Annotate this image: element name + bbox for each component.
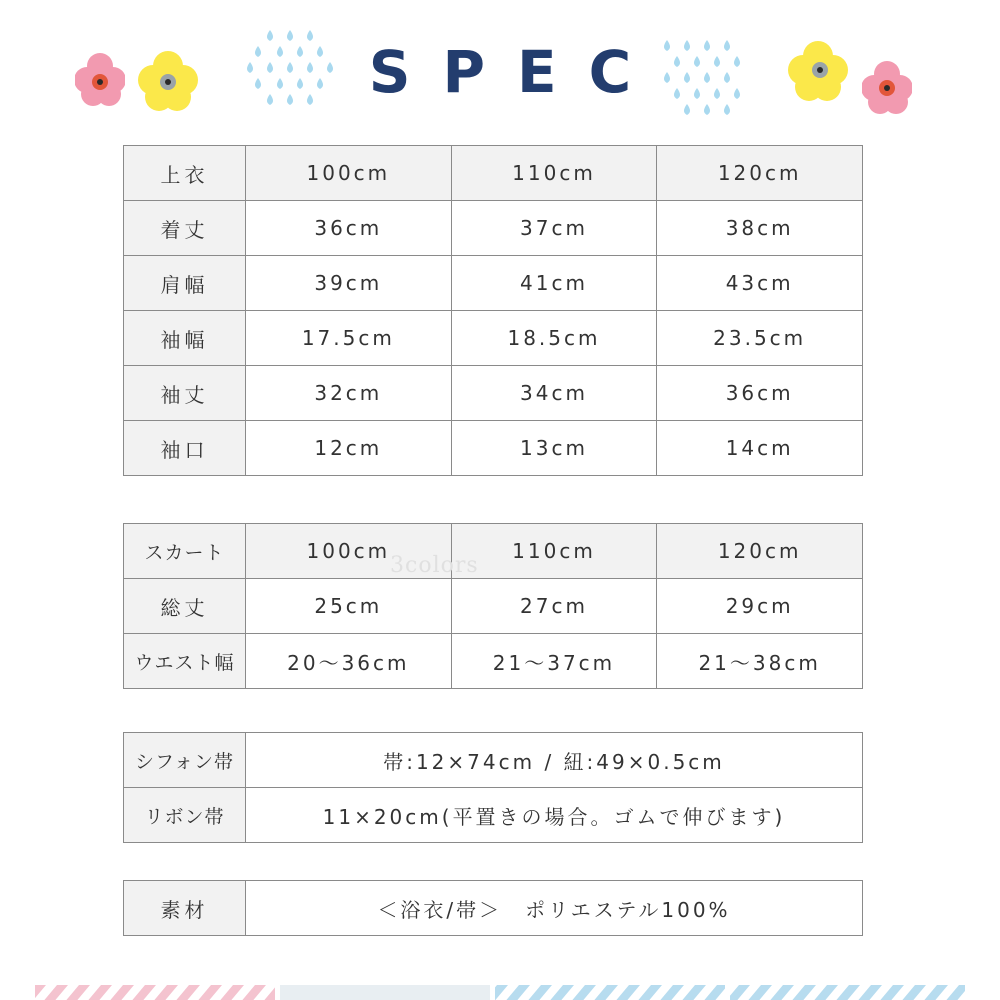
raindrop-icon <box>664 40 670 51</box>
value-cell: 12cm <box>246 421 452 476</box>
raindrop-icon <box>714 88 720 99</box>
size-header-cell: 110cm <box>451 524 657 579</box>
value-cell: 23.5cm <box>657 311 863 366</box>
value-cell: 37cm <box>451 201 657 256</box>
raindrop-icon <box>684 72 690 83</box>
row-label-cell: 総丈 <box>124 579 246 634</box>
value-cell: 帯:12×74cm / 紐:49×0.5cm <box>246 733 863 788</box>
table-header-row <box>124 524 863 579</box>
value-cell: 43cm <box>657 256 863 311</box>
raindrop-icon <box>724 40 730 51</box>
flower-yellow-right-icon <box>788 40 848 104</box>
raindrop-icon <box>734 56 740 67</box>
value-cell: 34cm <box>451 366 657 421</box>
value-cell: 32cm <box>246 366 452 421</box>
bottom-striped-strip <box>35 985 965 1000</box>
value-cell: 21～37cm <box>451 634 657 689</box>
table-row <box>124 201 863 256</box>
table-label-cell: スカート <box>124 524 246 579</box>
skirt-size-table <box>123 523 863 689</box>
raindrop-icon <box>674 56 680 67</box>
value-cell: 29cm <box>657 579 863 634</box>
table-row <box>124 634 863 689</box>
value-cell: 25cm <box>246 579 452 634</box>
value-cell: 27cm <box>451 579 657 634</box>
raindrops-right-icon <box>655 38 750 118</box>
value-cell: ＜浴衣/帯＞ ポリエステル100% <box>246 881 863 936</box>
row-label-cell: 素材 <box>124 881 246 936</box>
raindrop-icon <box>704 72 710 83</box>
table-label-cell: 上衣 <box>124 146 246 201</box>
table-row <box>124 733 863 788</box>
value-cell: 20～36cm <box>246 634 452 689</box>
value-cell: 39cm <box>246 256 452 311</box>
raindrop-icon <box>674 88 680 99</box>
value-cell: 21～38cm <box>657 634 863 689</box>
table-row <box>124 256 863 311</box>
belt-size-table <box>123 732 863 843</box>
watermark-text: 3colors <box>390 553 479 578</box>
size-header-cell: 100cm <box>246 146 452 201</box>
value-cell: 11×20cm(平置きの場合。ゴムで伸びます) <box>246 788 863 843</box>
row-label-cell: リボン帯 <box>124 788 246 843</box>
value-cell: 36cm <box>657 366 863 421</box>
table-row <box>124 579 863 634</box>
raindrop-icon <box>714 56 720 67</box>
size-header-cell: 100cm <box>246 524 452 579</box>
row-label-cell: 袖口 <box>124 421 246 476</box>
raindrop-icon <box>664 72 670 83</box>
value-cell: 13cm <box>451 421 657 476</box>
table-row <box>124 421 863 476</box>
table-row <box>124 788 863 843</box>
page-title: SPEC <box>368 38 664 106</box>
row-label-cell: 袖幅 <box>124 311 246 366</box>
raindrop-icon <box>684 104 690 115</box>
row-label-cell: 袖丈 <box>124 366 246 421</box>
value-cell: 41cm <box>451 256 657 311</box>
material-table <box>123 880 863 936</box>
row-label-cell: シフォン帯 <box>124 733 246 788</box>
table-header-row <box>124 146 863 201</box>
raindrop-icon <box>704 104 710 115</box>
value-cell: 38cm <box>657 201 863 256</box>
page-header <box>0 0 1000 130</box>
raindrop-icon <box>724 104 730 115</box>
raindrop-icon <box>694 88 700 99</box>
value-cell: 36cm <box>246 201 452 256</box>
top-size-table <box>123 145 863 476</box>
size-header-cell: 120cm <box>657 146 863 201</box>
size-header-cell: 110cm <box>451 146 657 201</box>
row-label-cell: 肩幅 <box>124 256 246 311</box>
raindrop-icon <box>734 88 740 99</box>
value-cell: 14cm <box>657 421 863 476</box>
size-header-cell: 120cm <box>657 524 863 579</box>
value-cell: 18.5cm <box>451 311 657 366</box>
table-row <box>124 366 863 421</box>
value-cell: 17.5cm <box>246 311 452 366</box>
raindrop-icon <box>724 72 730 83</box>
table-row <box>124 881 863 936</box>
table-row <box>124 311 863 366</box>
row-label-cell: ウエスト幅 <box>124 634 246 689</box>
raindrop-icon <box>684 40 690 51</box>
flower-pink-right-icon <box>862 60 912 116</box>
row-label-cell: 着丈 <box>124 201 246 256</box>
raindrop-icon <box>704 40 710 51</box>
raindrop-icon <box>694 56 700 67</box>
